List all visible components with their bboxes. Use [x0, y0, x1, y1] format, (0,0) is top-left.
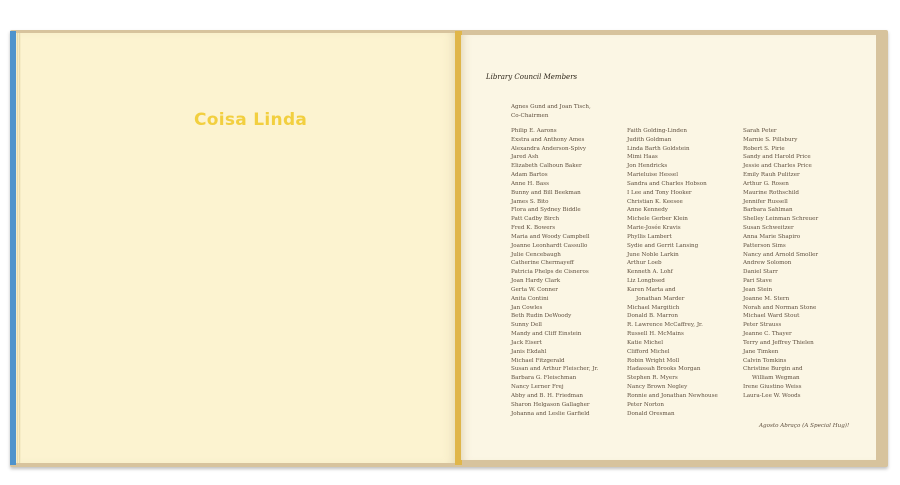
member-name: Sydie and Gerrit Lansing [627, 242, 699, 249]
member-name: Susan and Arthur Fleischer, Jr. [511, 366, 599, 373]
member-name: Christine Burgin and [743, 366, 803, 373]
member-name: Pari Stave [743, 278, 772, 285]
member-name: Shelley Leinman Schreuer [743, 216, 819, 223]
member-name: Jan Cowles [511, 304, 543, 311]
footnote: Agosto Abraço (A Special Hug)! [759, 423, 850, 429]
member-name: Karen Marta and [627, 286, 676, 293]
member-name: Joan Hardy Clark [511, 278, 561, 285]
member-name: Flora and Sydney Biddle [511, 207, 581, 214]
member-column-2 [627, 127, 745, 418]
member-name: Michael Ward Stout [743, 313, 800, 320]
member-name: Patt Cadby Birch [511, 216, 560, 223]
member-name: Marie-Josée Kravis [627, 225, 681, 232]
member-name: Calvin Tomkins [743, 357, 787, 364]
member-name: Jeanne C. Thayer [743, 331, 792, 338]
member-name: Jean Stein [743, 286, 773, 293]
member-name: Michele Gerber Klein [627, 216, 688, 223]
book-title: Coisa Linda [194, 110, 308, 130]
member-name: Nancy Brown Negley [627, 384, 688, 391]
member-name: Abby and B. H. Friedman [511, 392, 584, 399]
member-name: Peter Strauss [743, 322, 782, 329]
member-name: Linda Barth Goldstein [627, 145, 690, 152]
member-name: Ronnie and Jonathan Newhouse [627, 392, 718, 399]
member-name: Judith Goldman [627, 136, 672, 143]
member-name: Arthur G. Rosen [743, 180, 789, 187]
member-name: Anna Marie Shapiro [743, 233, 801, 240]
member-name: Sandra and Charles Hobson [627, 180, 707, 187]
member-name: James S. Bito [511, 198, 549, 205]
member-name: Anne Kennedy [627, 207, 668, 214]
member-name: Barbara Sahlman [743, 207, 793, 214]
member-name: Robin Wright Moll [627, 357, 680, 364]
member-name: Clifford Michel [627, 348, 670, 355]
chairmen-line: Co-Chairmen [511, 112, 549, 119]
member-column-3 [743, 127, 861, 401]
member-name: Marnie S. Pillsbury [743, 136, 798, 143]
member-name: June Noble Larkin [627, 251, 679, 258]
member-name: Irene Giustino Weiss [743, 384, 802, 391]
member-name: Sunny Dell [511, 322, 542, 329]
member-name: Maurine Rothschild [743, 189, 800, 196]
member-name: Phyllis Lambert [627, 233, 672, 240]
member-name: Joanne M. Stern [743, 295, 790, 302]
member-name: Jared Ash [511, 154, 539, 161]
member-name: Philip E. Aarons [511, 128, 557, 134]
member-name: Anita Contini [511, 295, 549, 302]
member-name: I Lee and Tony Hooker [627, 189, 692, 196]
member-name: Terry and Jeffrey Thielen [743, 339, 814, 346]
member-name: Jane Timken [743, 348, 779, 355]
member-name: R. Lawrence McCaffrey, Jr. [627, 322, 703, 329]
member-name: Christian K. Keesee [627, 198, 683, 205]
member-name: Jennifer Russell [743, 198, 788, 205]
member-name: Susan Schweitzer [743, 225, 794, 232]
page-edges [16, 33, 21, 463]
page-heading: Library Council Members [486, 73, 578, 81]
member-name: Mimi Haas [627, 154, 658, 161]
member-name: Nancy and Arnold Smoller [743, 251, 819, 258]
member-name: Katie Michel [627, 339, 663, 346]
member-name: Joanne Leonhardt Cassullo [511, 242, 588, 249]
chairmen-line: Agnes Gund and Joan Tisch, [511, 104, 591, 110]
member-name: Exstra and Anthony Ames [511, 136, 585, 143]
member-name: Adam Bartos [511, 172, 548, 179]
member-name: Johanna and Leslie Garfield [511, 410, 590, 417]
member-name: Faith Golding-Linden [627, 128, 687, 134]
member-name: Robert S. Pirie [743, 145, 785, 152]
member-name: Donald B. Marron [627, 313, 678, 320]
member-name: Norah and Norman Stone [743, 304, 817, 311]
member-name: Arthur Loeb [627, 260, 662, 267]
member-name: Alexandra Anderson-Spivy [511, 145, 587, 152]
member-name: Peter Norton [627, 401, 664, 408]
member-name: Michael Margitich [627, 304, 680, 311]
member-name: Beth Rudin DeWoody [511, 313, 572, 320]
member-name: Marieluise Hessel [627, 172, 679, 179]
member-name: Janis Ekdahl [511, 348, 547, 355]
member-name: Sarah Peter [743, 128, 777, 134]
member-name: Patterson Sims [743, 242, 786, 249]
member-column-1 [511, 127, 629, 418]
member-name: William Wegman [752, 375, 800, 382]
member-name: Anne H. Bass [511, 180, 549, 187]
member-name: Fred K. Bowers [511, 225, 556, 232]
member-name: Emily Rauh Pulitzer [743, 172, 800, 179]
left-page [16, 33, 458, 463]
member-name: Gerta W. Conner [511, 286, 558, 293]
member-name: Laura-Lee W. Woods [743, 392, 801, 399]
member-name: Patricia Phelps de Cisneros [511, 269, 589, 276]
member-name: Russell H. McMains [627, 331, 684, 338]
member-name: Donald Oresman [627, 410, 675, 417]
member-name: Catherine Chermayeff [511, 260, 574, 267]
member-name: Sharon Helgason Gallagher [511, 401, 590, 408]
member-name: Stephen R. Myers [627, 375, 678, 382]
member-name: Bunny and Bill Beekman [511, 189, 581, 196]
member-name: Nancy Lerner Frej [511, 384, 564, 391]
member-name: Hadassah Brooks Morgan [627, 366, 701, 373]
member-name: Maria and Woody Campbell [511, 233, 590, 240]
member-name: Elizabeth Calhoun Baker [511, 163, 582, 170]
member-name: Jack Eisert [511, 339, 542, 346]
member-name: Liz Longbsed [627, 278, 665, 285]
member-name: Jessie and Charles Price [743, 163, 812, 170]
member-name: Andrew Solomon [743, 260, 792, 267]
member-name: Daniel Starr [743, 269, 778, 276]
chairmen-block [511, 103, 591, 121]
member-name: Barbara G. Fleischman [511, 375, 577, 382]
member-name: Jonathan Marder [636, 295, 685, 302]
member-name: Kenneth A. Lohf [627, 269, 673, 276]
member-name: Sandy and Harold Price [743, 154, 811, 161]
member-name: Michael Fitzgerald [511, 357, 565, 364]
member-name: Jon Hendricks [627, 163, 668, 170]
member-name: Julie Cencebaugh [511, 251, 561, 258]
member-name: Mandy and Cliff Einstein [511, 331, 582, 338]
